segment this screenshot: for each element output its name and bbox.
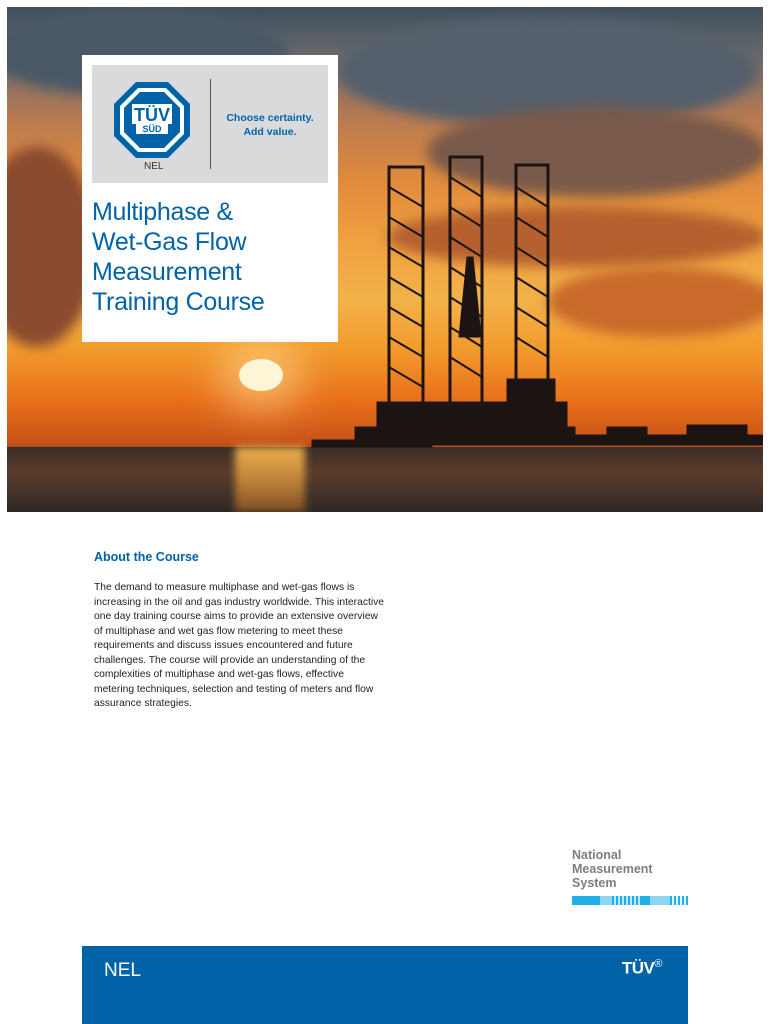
logo-divider (210, 79, 211, 169)
footer-bar (82, 946, 688, 1024)
nms-bar-segment (670, 896, 688, 905)
about-body: The demand to measure multiphase and wet-gas flows is increasing in the oil and gas industry worldwide. This interactive one day training course aims to provide an extensive overview of multiphase and wet gas flow metering to meet these requirements and discuss issues encountered and future challenges. The course will provide an understanding of the complexities of multiphase and wet-gas flows, effective metering techniques, selection and testing of meters and flow assurance strategies. (94, 582, 384, 709)
slogan-line-2: Add value. (243, 126, 297, 138)
nms-bar-segment (600, 896, 612, 905)
registered-mark: ® (654, 958, 662, 970)
course-title-line: Training Course (92, 288, 265, 316)
nms-line-1: National (572, 848, 622, 862)
tuv-logo-top-text: TÜV (134, 105, 170, 125)
footer-tuv-text: TÜV (621, 958, 655, 978)
course-title-line: Measurement (92, 258, 242, 286)
footer-nel-label: NEL (104, 960, 141, 981)
nms-bar-segment (612, 896, 640, 905)
nms-line-2: Measurement (572, 862, 653, 876)
course-title (92, 197, 332, 317)
tuv-logo-box (92, 65, 328, 183)
nms-line-3: System (572, 876, 617, 890)
footer-tuv-logo (622, 958, 662, 979)
tuv-logo-bottom-text: SÜD (142, 124, 162, 134)
course-title-line: Wet-Gas Flow (92, 228, 247, 256)
slogan (218, 111, 322, 139)
logo-unit-label: NEL (144, 161, 164, 172)
nms-bar-segment (572, 896, 600, 905)
nms-color-bar (572, 896, 688, 905)
slogan-line-1: Choose certainty. (226, 112, 314, 124)
nms-bar-segment (650, 896, 670, 905)
title-card (82, 55, 338, 342)
about-heading: About the Course (94, 550, 199, 564)
nms-logo-text (572, 848, 653, 890)
course-title-line: Multiphase & (92, 198, 233, 226)
tuv-sud-octagon-logo (112, 80, 192, 160)
nms-bar-segment (640, 896, 650, 905)
